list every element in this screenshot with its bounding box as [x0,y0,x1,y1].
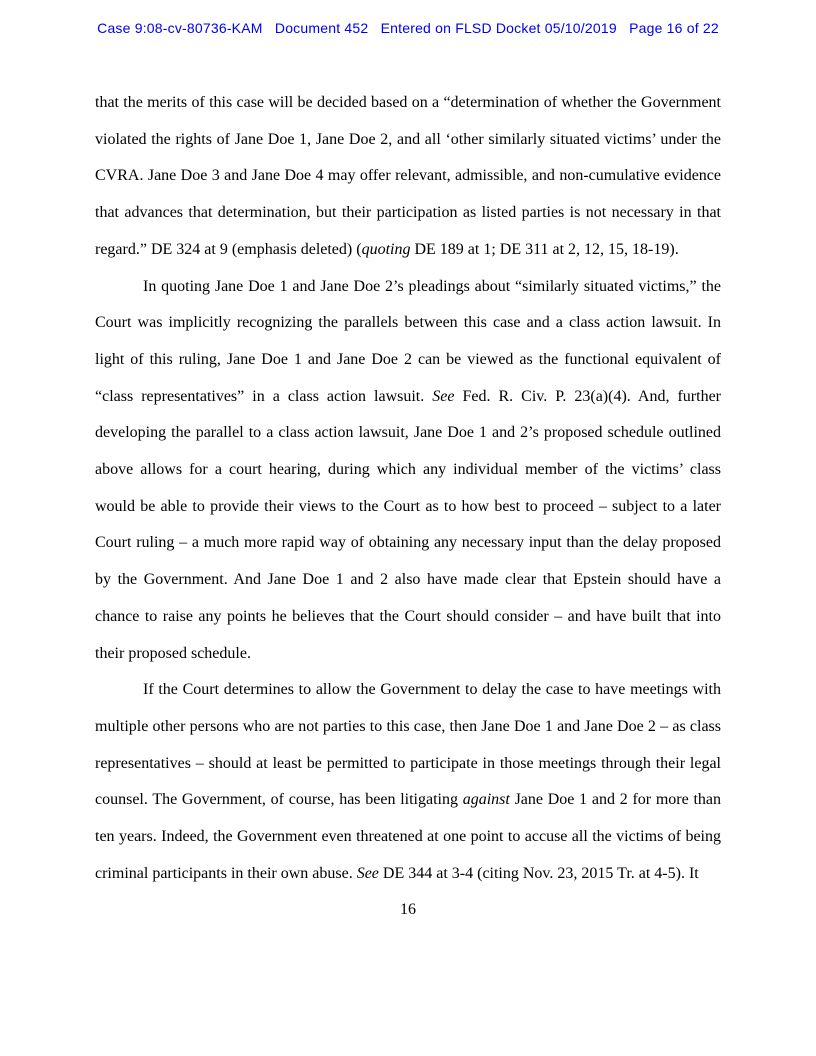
italic-text-run: See [356,864,379,882]
text-run: DE 344 at 3-4 (citing Nov. 23, 2015 Tr. at 4-5). It [378,864,699,882]
italic-text-run: quoting [361,240,411,258]
paragraph [95,672,721,892]
text-run: Jane Doe 1 and 2 for more than ten years. Indeed, the Government even threatened at one point to accuse all the victims of being criminal participants in their own abuse. [95,791,721,882]
paragraph [95,269,721,673]
text-run: In quoting Jane Doe 1 and Jane Doe 2’s pleadings about “similarly situated victims,” the Court was implicitly recognizing the parallels between this case and a class action lawsuit. In light of this ruling, Jane Doe 1 and Jane Doe 2 can be viewed as the functional equivalent of “class representatives” in a class action lawsuit. [95,277,721,405]
italic-text-run: See [432,387,455,405]
page-number: 16 [400,901,416,918]
text-run: DE 189 at 1; DE 311 at 2, 12, 15, 18-19). [410,240,679,258]
document-body [95,85,721,892]
text-run: If the Court determines to allow the Government to delay the case to have meetings with multiple other persons who are not parties to this case, then Jane Doe 1 and Jane Doe 2 – as class representatives – should at least be permitted to participate in those meetings through their legal counsel. The Government, of course, has been litigating [95,681,721,809]
ecf-header-stamp: Case 9:08-cv-80736-KAM Document 452 Entered on FLSD Docket 05/10/2019 Page 16 of 22 [97,20,719,36]
text-run: Fed. R. Civ. P. 23(a)(4). And, further developing the parallel to a class action lawsuit, Jane Doe 1 and 2’s proposed schedule outlined above allows for a court hearing, during which any individual member of the victims’ class would be able to provide their views to the Court as to how best to proceed – subject to a later Court ruling – a much more rapid way of obtaining any necessary input than the delay proposed by the Government. And Jane Doe 1 and 2 also have made clear that Epstein should have a chance to raise any points he believes that the Court should consider – and have built that into their proposed schedule. [95,387,722,662]
italic-text-run: against [462,791,510,809]
paragraph [95,85,721,269]
text-run: that the merits of this case will be decided based on a “determination of whether the Government violated the rights of Jane Doe 1, Jane Doe 2, and all ‘other similarly situated victims’ under the CVRA. Jane Doe 3 and Jane Doe 4 may offer relevant, admissible, and non-cumulative evidence that advances that determination, but their participation as listed parties is not necessary in that regard.” DE 324 at 9 (emphasis deleted) ( [95,94,721,258]
